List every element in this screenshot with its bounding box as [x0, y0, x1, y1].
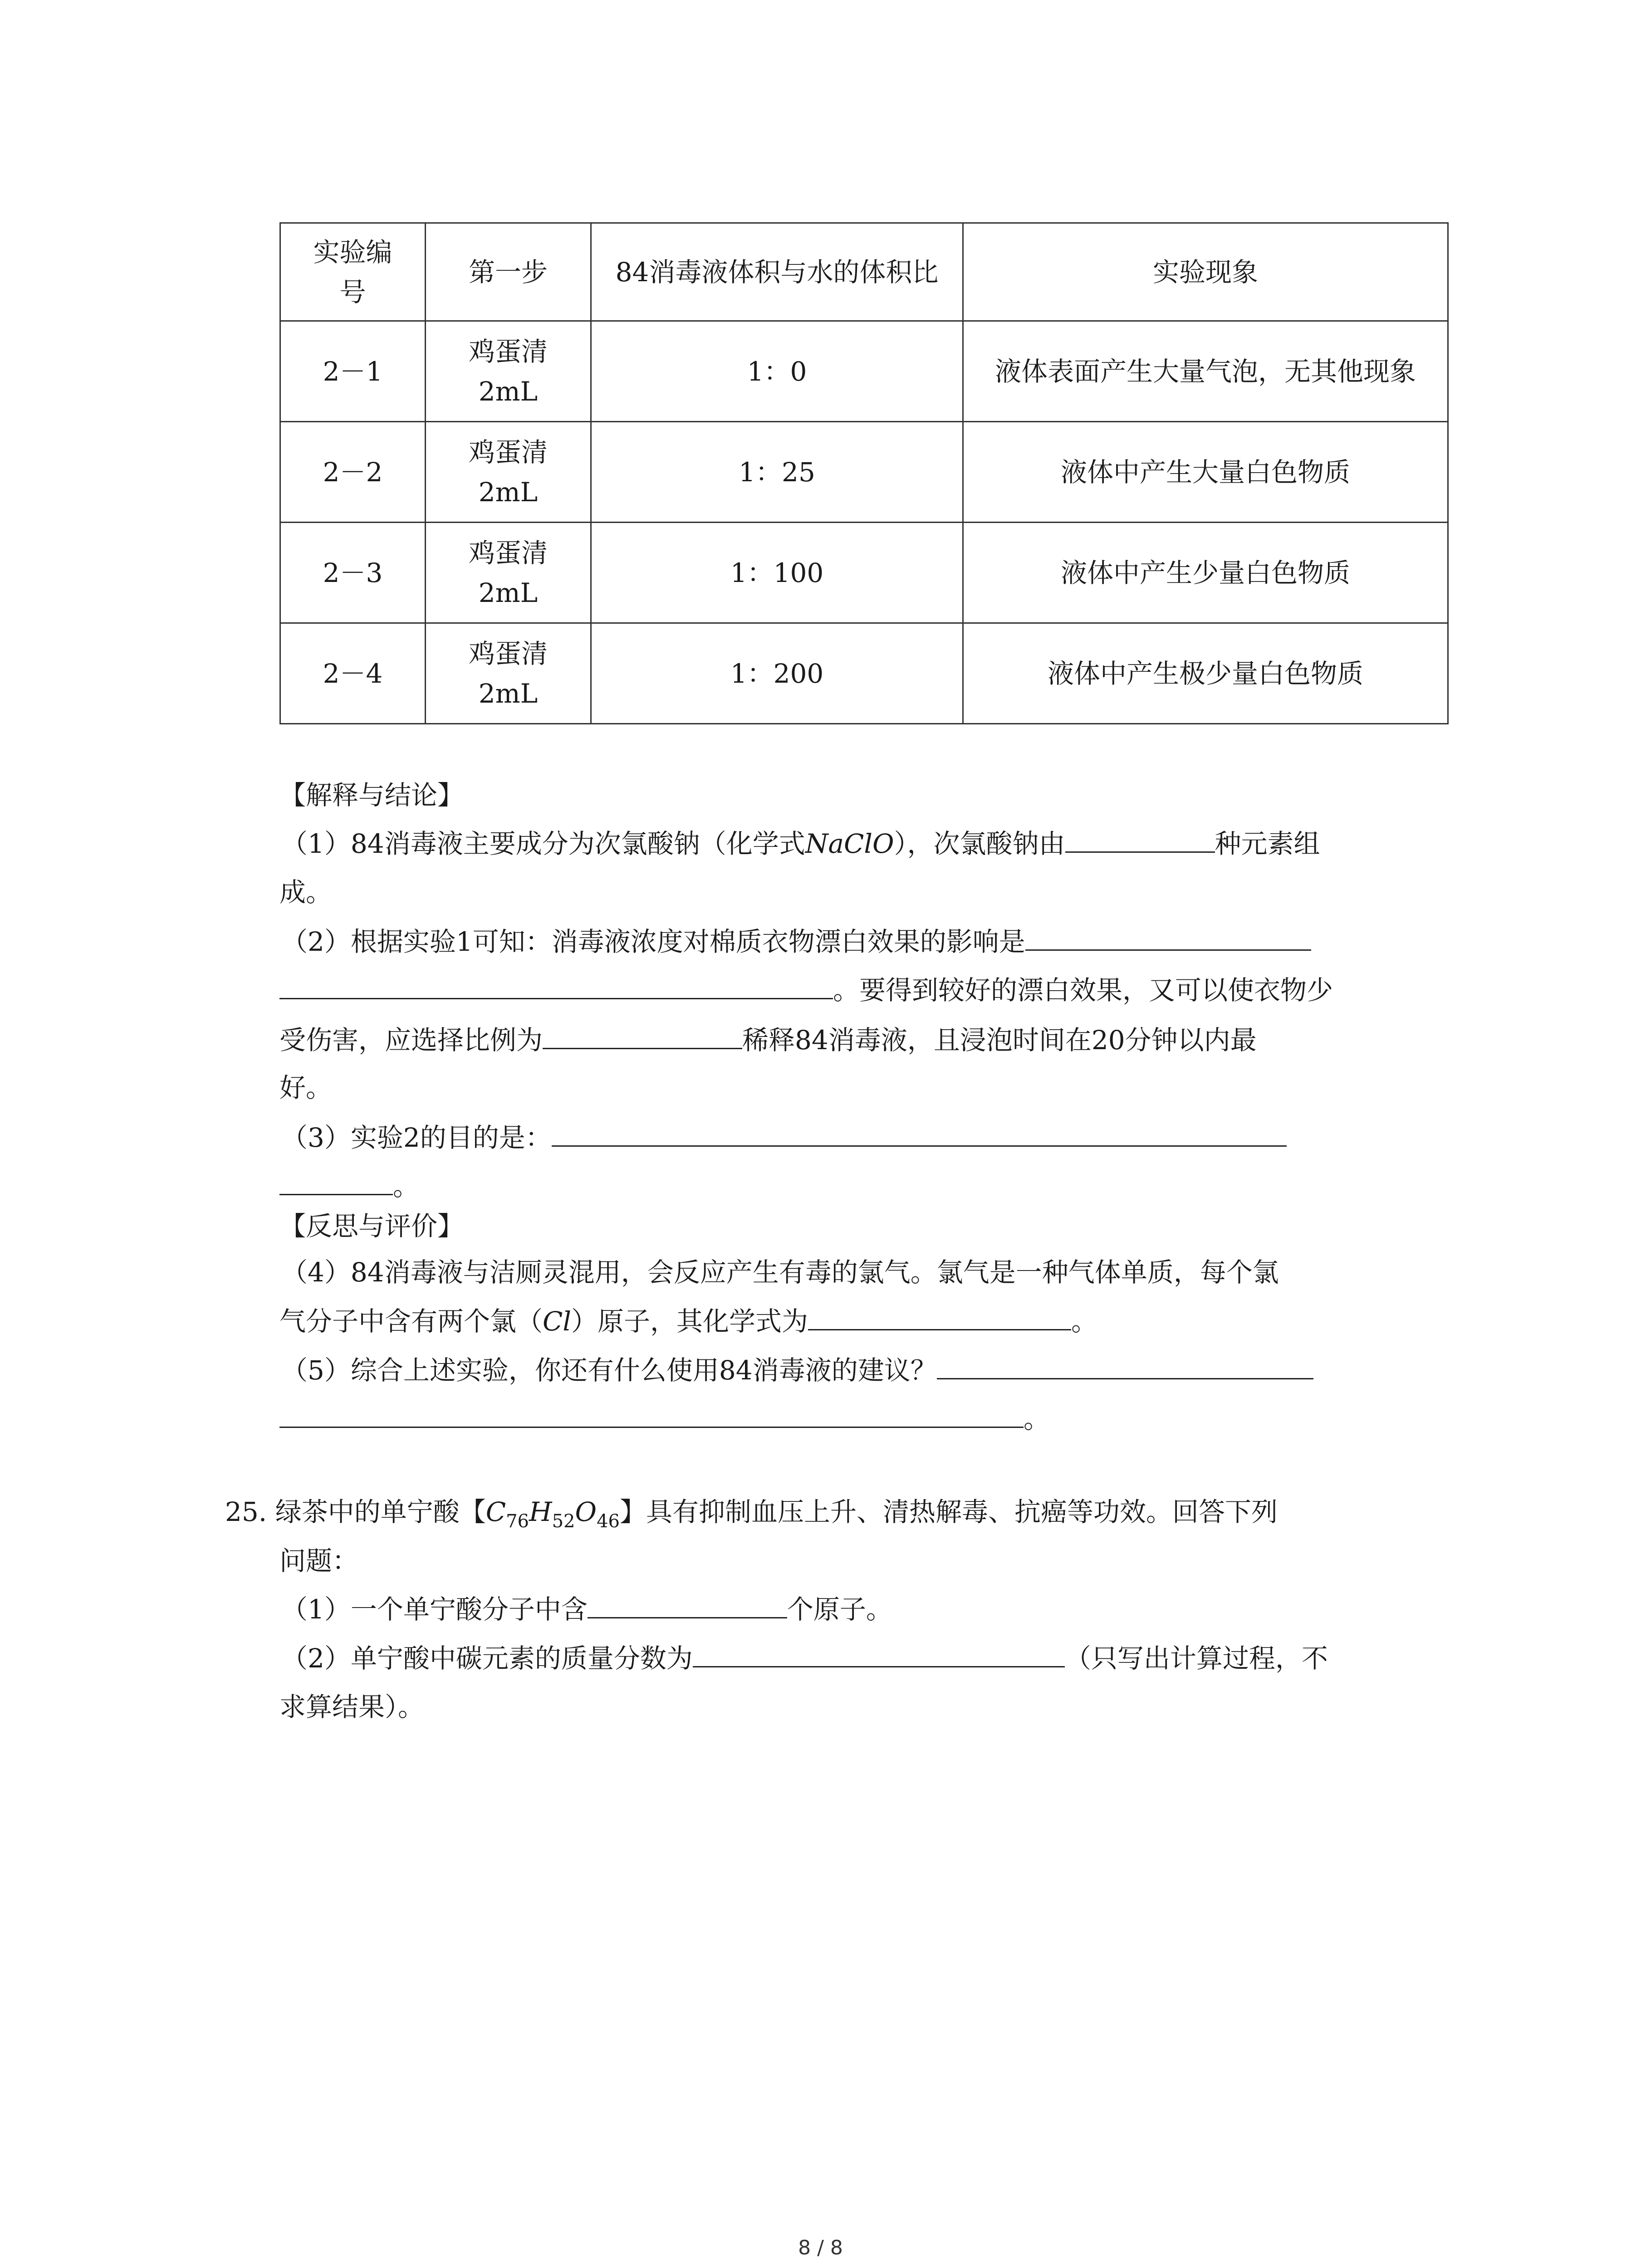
- table-row: [280, 422, 1448, 523]
- table-row: [280, 623, 1448, 724]
- q5-text: （5）综合上述实验，你还有什么使用84消毒液的建议？: [281, 1355, 937, 1386]
- answer-blank-q4[interactable]: [808, 1302, 1071, 1330]
- cell-ratio: 1：200: [591, 623, 963, 724]
- q25-text: 个原子。: [787, 1594, 892, 1625]
- question-4-line-1: （4）84消毒液与洁厕灵混用，会反应产生有毒的氯气。氯气是一种气体单质，每个氯: [281, 1257, 1279, 1288]
- q2-text: 受伤害，应选择比例为: [279, 1025, 543, 1056]
- header-cell: 84消毒液体积与水的体积比: [591, 223, 963, 321]
- cell-id: 2－1: [280, 321, 426, 422]
- q25-text: （2）单宁酸中碳元素的质量分数为: [281, 1643, 693, 1674]
- cell-phenomenon: 液体中产生少量白色物质: [963, 523, 1448, 623]
- table-row: [280, 321, 1448, 422]
- q4-text: 气分子中含有两个氯（: [279, 1306, 543, 1337]
- cell-step: 鸡蛋清2mL: [426, 321, 591, 422]
- q25-text: （只写出计算过程，不: [1064, 1643, 1328, 1674]
- cell-id: 2－2: [280, 422, 426, 523]
- formula-subscript: 76: [506, 1511, 529, 1532]
- answer-blank-q1[interactable]: [1065, 824, 1215, 853]
- cell-step: 鸡蛋清2mL: [426, 422, 591, 523]
- cell-ratio: 1：0: [591, 321, 963, 422]
- q4-text: 。: [1071, 1306, 1097, 1337]
- question-5-line-2: [279, 1395, 1447, 1443]
- q1-text: （1）84消毒液主要成分为次氯酸钠（化学式: [281, 828, 805, 859]
- answer-blank-q5[interactable]: [937, 1351, 1313, 1379]
- answer-blank-q25-2[interactable]: [693, 1639, 1065, 1667]
- cell-phenomenon: 液体中产生大量白色物质: [963, 422, 1448, 523]
- q25-text: （1）一个单宁酸分子中含: [281, 1594, 588, 1625]
- q3-text: 。: [393, 1171, 420, 1202]
- answer-blank-q2-ratio[interactable]: [543, 1021, 742, 1049]
- answer-blank-q3[interactable]: [552, 1118, 1287, 1147]
- formula-subscript: 52: [552, 1511, 575, 1532]
- page-number: 8 / 8: [798, 2236, 843, 2259]
- question-25-line-2: 问题：: [279, 1545, 359, 1576]
- formula-symbol: H: [529, 1496, 552, 1527]
- question-5-line-1: [281, 1346, 1449, 1395]
- cell-step: 鸡蛋清2mL: [426, 623, 591, 724]
- question-1-line-2: 成。: [279, 877, 333, 908]
- question-2-line-2: [279, 966, 1447, 1015]
- formula-subscript: 46: [597, 1511, 620, 1532]
- answer-blank-q5-cont[interactable]: [279, 1399, 1024, 1428]
- question-2-line-3: [279, 1016, 1447, 1065]
- q2-text: （2）根据实验1可知：消毒液浓度对棉质衣物漂白效果的影响是: [281, 926, 1025, 957]
- cell-step: 鸡蛋清2mL: [426, 523, 591, 623]
- q25-text: 】具有抑制血压上升、清热解毒、抗癌等功效。回答下列: [619, 1496, 1278, 1527]
- q3-text: （3）实验2的目的是：: [281, 1122, 552, 1153]
- formula-symbol: C: [485, 1496, 506, 1527]
- table-row: [280, 523, 1448, 623]
- answer-blank-q2-effect[interactable]: [1025, 922, 1311, 951]
- header-cell: 实验现象: [963, 223, 1448, 321]
- question-3-line-1: [281, 1114, 1449, 1162]
- formula-symbol: O: [575, 1496, 597, 1527]
- question-number: 25.: [225, 1496, 267, 1527]
- q1-text: 种元素组: [1215, 828, 1320, 859]
- experiment-table: [279, 222, 1449, 724]
- answer-blank-q3-cont[interactable]: [279, 1167, 393, 1195]
- q4-formula: Cl: [543, 1306, 571, 1337]
- q2-text: 稀释84消毒液，且浸泡时间在20分钟以内最: [742, 1025, 1257, 1056]
- cell-ratio: 1：25: [591, 422, 963, 523]
- cell-phenomenon: 液体表面产生大量气泡，无其他现象: [963, 321, 1448, 422]
- cell-phenomenon: 液体中产生极少量白色物质: [963, 623, 1448, 724]
- answer-blank-q25-1[interactable]: [588, 1590, 787, 1618]
- section-heading-reflection: 【反思与评价】: [279, 1211, 464, 1242]
- q1-formula: NaClO: [805, 828, 894, 859]
- question-25-part-2-cont: 求算结果）。: [279, 1691, 425, 1722]
- q25-text: 绿茶中的单宁酸【: [275, 1496, 486, 1527]
- cell-ratio: 1：100: [591, 523, 963, 623]
- section-heading-conclusion: 【解释与结论】: [279, 780, 464, 811]
- question-4-line-2: [279, 1297, 1447, 1346]
- question-25-part-2: [281, 1634, 1449, 1683]
- table-header-row: [280, 223, 1448, 321]
- cell-id: 2－3: [280, 523, 426, 623]
- question-25-part-1: [281, 1585, 1449, 1634]
- answer-blank-q2-effect-cont[interactable]: [279, 971, 833, 999]
- header-cell: 实验编号: [280, 223, 426, 321]
- q1-text: ），次氯酸钠由: [894, 828, 1065, 859]
- question-2-line-1: [281, 918, 1449, 966]
- header-cell: 第一步: [426, 223, 591, 321]
- cell-id: 2－4: [280, 623, 426, 724]
- q5-text: 。: [1024, 1403, 1050, 1434]
- question-1-line-1: [281, 820, 1449, 868]
- q4-text: ）原子，其化学式为: [571, 1306, 808, 1337]
- q2-text: 。要得到较好的漂白效果，又可以使衣物少: [833, 975, 1333, 1006]
- question-2-line-4: 好。: [279, 1072, 333, 1103]
